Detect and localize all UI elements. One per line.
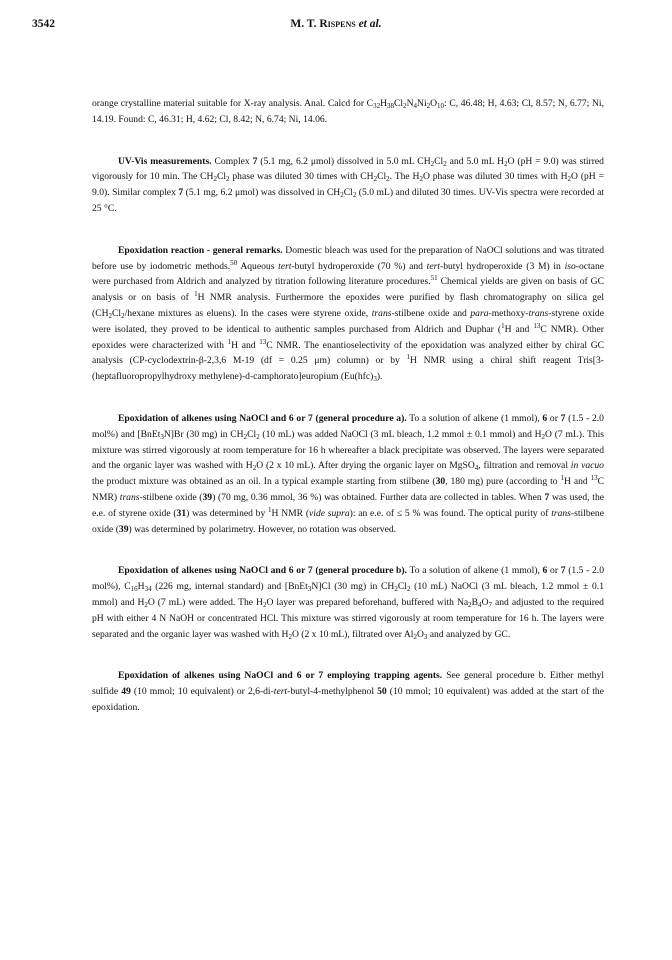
subscript: 10 [437, 102, 445, 110]
text-run: O [430, 98, 438, 109]
subscript: 32 [373, 102, 381, 110]
subscript: 2 [252, 464, 257, 473]
section-heading: Epoxidation of alkenes using NaOCl and 6 or 7 (general procedure a). [118, 412, 407, 424]
italic-text: vide supra [309, 507, 350, 519]
subscript: 2 [443, 159, 447, 168]
text-run: H [380, 98, 387, 109]
superscript: 1 [227, 337, 232, 346]
superscript: 13 [533, 321, 541, 330]
text-run: Ni [417, 98, 427, 109]
subscript: 2 [468, 600, 472, 609]
italic-text: in vacuo [570, 460, 604, 472]
subscript: 2 [256, 432, 260, 441]
text-run: or [547, 565, 561, 577]
text-run: -stilbene oxide ( [92, 507, 604, 535]
text-run: H and [231, 339, 260, 351]
text-run: : C, 46.48; H, 4.63; Cl, 8.57; N, 6.77; Ni, 14.19. Found: C, 46.31; H, 4.62; Cl, 8.42; N, 6.74; Ni, 14.06. [92, 98, 604, 125]
subscript: 2 [288, 632, 292, 641]
compound-number: 7 [560, 412, 566, 424]
text-run: was used, the e.e. of styrene oxide ( [92, 491, 605, 519]
subscript: 2 [226, 175, 230, 184]
italic-text: tert [273, 686, 288, 698]
subscript: 2 [541, 432, 546, 441]
italic-text: trans [371, 307, 392, 319]
paragraph-procedure-a [92, 411, 604, 537]
text-run: O (2 x 10 mL). After drying the organic layer on MgSO [256, 460, 475, 472]
subscript: 4 [474, 464, 479, 473]
text-run: (5.1 mg, 6.2 μmol) was dissolved in CH [183, 187, 341, 199]
section-heading: Epoxidation of alkenes using NaOCl and 6 or 7 (general procedure b). [118, 565, 407, 577]
subscript: 3 [307, 585, 312, 594]
subscript: 2 [403, 102, 407, 110]
italic-text: tert [426, 260, 440, 272]
compound-number: 7 [560, 565, 566, 577]
compound-number: 31 [176, 507, 187, 519]
page-header [32, 18, 640, 38]
section-heading: Epoxidation of alkenes using NaOCl and 6 or 7 employing trapping agents. [118, 670, 443, 682]
subscript: 2 [430, 159, 435, 168]
text-run: Cl [216, 171, 227, 183]
body-text [92, 96, 604, 742]
section-heading: UV-Vis measurements. [118, 155, 212, 167]
text-run: , 180 mg) pure (according to [445, 476, 561, 488]
paragraph-trapping-agents [92, 668, 604, 715]
compound-number: 50 [377, 686, 387, 698]
text-run: (5.0 mL) and diluted 30 times. UV-Vis spectra were recorded at 25 °C. [92, 187, 604, 214]
text-run: H NMR analysis. Furthermore the epoxides were purified by flash chromatography on silica gel (CH [92, 292, 604, 319]
compound-number: 30 [435, 476, 446, 488]
text-run: -styrene oxide were isolated, they proved to be identical to authentic samples purchased from Aldrich and Duphar ( [92, 307, 604, 335]
text-run: (1.5 - 2.0 mol%) and [BnEt [92, 412, 604, 440]
text-run: Cl [434, 155, 444, 167]
text-run: or [547, 412, 561, 424]
superscript: 1 [406, 353, 410, 362]
text-run: H and [563, 476, 591, 488]
text-run: -stilbene oxide ( [139, 491, 203, 503]
italic-text: iso [564, 260, 576, 272]
subscript: 2 [567, 175, 572, 184]
text-run: Cl [377, 171, 387, 183]
section-heading: Epoxidation reaction - general remarks. [118, 244, 283, 256]
compound-number: 49 [121, 686, 131, 698]
text-run: ): an e.e. of ≤ 5 % was found. The optical purity of [349, 507, 552, 519]
text-run: Domestic bleach was used for the preparation of NaOCl solutions and was titrated before use by iodometric methods. [92, 244, 605, 272]
reference-superscript: 50 [230, 258, 238, 267]
italic-text: para [470, 307, 489, 319]
text-run: C NMR). Other epoxides were characterized with [92, 323, 604, 351]
subscript: 2 [121, 311, 125, 320]
subscript: 2 [373, 175, 378, 184]
text-run: O (pH = 9.0). Similar complex [92, 171, 604, 199]
subscript: 2 [213, 175, 217, 184]
text-run: B [471, 596, 479, 608]
text-run: and analyzed by GC. [427, 628, 511, 640]
superscript: 1 [268, 505, 272, 514]
text-run: (10 mmol; 10 equivalent) or 2,6-di- [130, 686, 274, 698]
text-run: To a solution of alkene (1 mmol), [406, 565, 543, 577]
subscript: 16 [130, 585, 138, 594]
text-run: (10 mL) NaOCl (3 mL bleach, 1.2 mmol ± 0.1 mmol) and H [92, 581, 604, 608]
text-run: -butyl hydroperoxide (70 %) and [291, 260, 427, 272]
text-run: Aqueous [237, 260, 279, 272]
superscript: 1 [501, 321, 505, 330]
text-run: orange crystalline material suitable for X-ray analysis. Anal. Calcd for C [92, 98, 374, 109]
paragraph-procedure-b [92, 563, 604, 642]
running-head [32, 18, 640, 30]
compound-number: 7 [544, 491, 550, 503]
text-run: phase was diluted 30 times with CH [229, 171, 374, 183]
subscript: 3 [373, 375, 377, 384]
text-run: /hexane mixtures as eluens). In the cases were styrene oxide, [124, 307, 372, 319]
text-run: Cl [397, 581, 407, 593]
subscript: 2 [386, 175, 390, 184]
subscript: 4 [413, 102, 418, 110]
text-run: O [416, 628, 424, 640]
superscript: 13 [259, 337, 267, 346]
paragraph-uvvis [92, 154, 604, 217]
text-run: (10 mL) was added NaOCl (3 mL bleach, 1.2 mmol ± 0.1 mmol) and H [259, 428, 542, 440]
text-run: -octane were purchased from Aldrich and analyzed by titration following literature procedures. [92, 260, 604, 288]
text-run: (5.1 mg, 6.2 μmol) dissolved in 5.0 mL CH [257, 155, 431, 167]
text-run: O layer was prepared beforehand, buffered with Na [266, 596, 469, 608]
subscript: 2 [394, 585, 398, 594]
superscript: 1 [560, 474, 564, 483]
superscript: 1 [194, 290, 198, 299]
text-run: See general procedure b. Either methyl sulfide [92, 670, 604, 698]
subscript: 4 [478, 600, 482, 609]
text-run: -butyl hydroperoxide (3 M) in [440, 260, 565, 272]
text-run: H NMR ( [271, 507, 310, 519]
subscript: 2 [243, 432, 248, 441]
text-run: Cl [112, 307, 122, 319]
text-run: -butyl-4-methylphenol [287, 686, 378, 698]
subscript: 34 [144, 585, 152, 594]
text-run: -stilbene oxide and [391, 307, 471, 319]
subscript: 2 [426, 102, 431, 110]
page-number: 3542 [32, 18, 55, 30]
reference-superscript: 51 [430, 274, 438, 283]
subscript: 2 [108, 311, 113, 320]
paragraph-analysis [92, 96, 604, 128]
italic-text: trans [528, 307, 549, 319]
compound-number: 39 [118, 523, 129, 535]
text-run: O (2 x 10 mL), filtrated over Al [291, 628, 414, 640]
subscript: 2 [352, 191, 357, 200]
text-run: , filtration and removal [478, 460, 571, 472]
subscript: 2 [262, 600, 267, 609]
text-run: C NMR) [92, 476, 605, 503]
subscript: 2 [419, 175, 423, 184]
compound-number: 6 [542, 565, 548, 577]
subscript: 3 [423, 632, 428, 641]
text-run: N]Cl (30 mg) in CH [311, 581, 395, 593]
text-run: ) was determined by [186, 507, 269, 519]
text-run: . The H [389, 171, 420, 183]
text-run: ) (70 mg, 0.36 mmol, 36 %) was obtained. Further data are collected in tables. When [212, 491, 545, 503]
text-run: Complex [211, 155, 253, 167]
text-run: O phase was diluted 30 times with H [422, 171, 568, 183]
text-run: the product mixture was obtained as an oil. In a typical example starting from stilbene ( [92, 476, 436, 488]
compound-number: 7 [178, 187, 184, 199]
subscript: 2 [340, 191, 344, 200]
subscript: 2 [413, 632, 417, 641]
text-run: To a solution of alkene (1 mmol), [406, 412, 543, 424]
text-run: N]Br (30 mg) in CH [163, 428, 244, 440]
text-run: (1.5 - 2.0 mol%), C [92, 565, 604, 593]
text-run: O (7 mL) were added. The H [147, 596, 263, 608]
italic-text: tert [278, 260, 292, 272]
text-run: (10 mmol; 10 equivalent) was added at the start of the epoxidation. [92, 686, 604, 713]
text-run: O (pH = 9.0) was stirred vigorously for 10 min. The CH [92, 155, 604, 183]
text-run: Chemical yields are given on basis of GC analysis or on basis of [92, 276, 604, 304]
text-run: N [406, 98, 414, 109]
text-run: ). [376, 371, 383, 383]
author-initials: M. T. [290, 18, 317, 30]
compound-number: 6 [542, 412, 548, 424]
text-run: H [137, 581, 145, 593]
text-run: H NMR using a chiral shift reagent Tris[3-(heptafluoropropylhydroxy methylene)-d-camphorato]europium (Eu(hfc) [92, 355, 604, 383]
text-run: -methoxy- [488, 307, 529, 319]
text-run: C NMR. The enantioselectivity of the epoxidation was analyzed either by chiral GC analysis (CP-cyclodextrin-β-2,3,6 M-19 (df = 0.25 μm) column) or by [92, 339, 605, 367]
italic-text: trans [551, 507, 571, 519]
italic-text: trans [119, 491, 140, 503]
author-surname: Rispens [319, 18, 356, 30]
paragraph-general-remarks [92, 243, 604, 385]
superscript: 13 [590, 474, 598, 483]
text-run: H and [504, 323, 534, 335]
subscript: 2 [406, 585, 411, 594]
subscript: 38 [387, 102, 394, 110]
text-run: and 5.0 mL H [446, 155, 505, 167]
text-run: ) was determined by polarimetry. However, no rotation was observed. [128, 523, 397, 535]
et-al: et al. [358, 18, 382, 30]
text-run: and adjusted to the required pH with either 4 N NaOH or concentrated HCl. This mixture was stirred vigorously at room temperature for 16 h. The layers were separated and the organic layer was washed with H [92, 596, 604, 640]
compound-number: 39 [202, 491, 213, 503]
subscript: 2 [144, 600, 148, 609]
text-run: Cl [343, 187, 353, 199]
subscript: 7 [488, 600, 492, 609]
text-run: O (7 mL). This mixture was stirred vigorously at room temperature for 16 h whereafter a black precipitate was observed. The layers were separated and the organic layer was washed with H [92, 428, 604, 472]
compound-number: 7 [252, 155, 258, 167]
subscript: 3 [160, 432, 164, 441]
text-run: Cl [394, 98, 404, 109]
text-run: Cl [247, 428, 257, 440]
text-run: O [481, 596, 489, 608]
subscript: 2 [504, 159, 508, 168]
text-run: (226 mg, internal standard) and [BnEt [151, 581, 308, 593]
